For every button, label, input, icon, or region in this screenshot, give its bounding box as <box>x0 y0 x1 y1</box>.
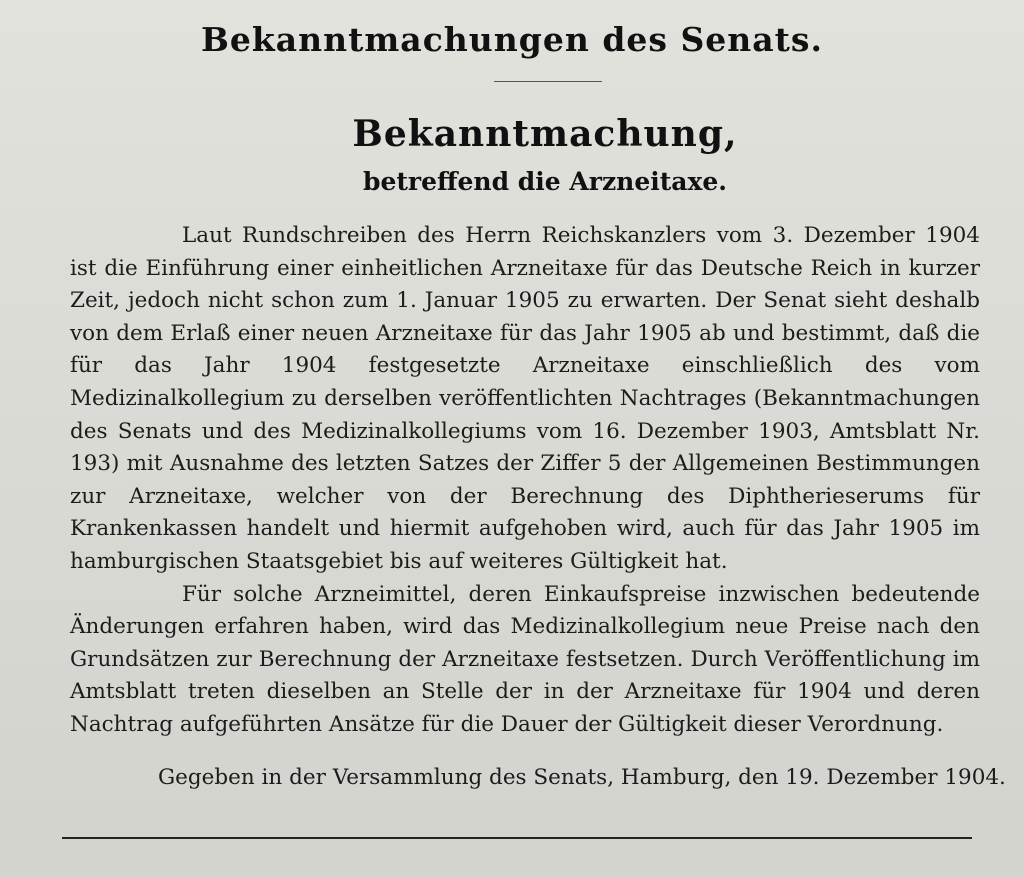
paragraph-1: Laut Rundschreiben des Herrn Reichskanzlers vom 3. Dezember 1904 ist die Einführung einer einheitlichen Arzneitaxe für das Deutsche Reich in kurzer Zeit, jedoch nicht schon zum 1. Januar 1905 zu erwarten. Der Senat sieht deshalb von dem Erlaß einer neuen Arzneitaxe für das Jahr 1905 ab und bestimmt, daß die für das Jahr 1904 festgesetzte Arzneitaxe einschließlich des vom Medizinalkollegium zu derselben veröffentlichten Nachtrages (Bekanntmachungen des Senats und des Medizinalkollegiums vom 16. Dezember 1903, Amtsblatt Nr. 193) mit Ausnahme des letzten Satzes der Ziffer 5 der Allgemeinen Bestimmungen zur Arzneitaxe, welcher von der Berechnung des Diphtherieserums für Krankenkassen handelt und hiermit aufgehoben wird, auch für das Jahr 1905 im hamburgischen Staatsgebiet bis auf weiteres Gültigkeit hat. <box>70 223 980 574</box>
signoff: Gegeben in der Versammlung des Senats, Hamburg, den 19. Dezember 1904. <box>158 765 1006 790</box>
notice-body <box>70 220 980 742</box>
section-title: Bekanntmachungen des Senats. <box>201 20 823 59</box>
notice-title: Bekanntmachung, <box>352 113 738 155</box>
title-divider <box>494 81 602 82</box>
paragraph-2: Für solche Arzneimittel, deren Einkaufspreise inzwischen bedeutende Änderungen erfahren haben, wird das Medizinalkollegium neue Preise nach den Grundsätzen zur Berechnung der Arzneitaxe festsetzen. Durch Veröffentlichung im Amtsblatt treten dieselben an Stelle der in der Arzneitaxe für 1904 und deren Nachtrag aufgeführten Ansätze für die Dauer der Gültigkeit dieser Verordnung. <box>70 581 980 737</box>
notice-subtitle: betreffend die Arzneitaxe. <box>363 167 727 196</box>
bottom-divider <box>62 837 972 839</box>
